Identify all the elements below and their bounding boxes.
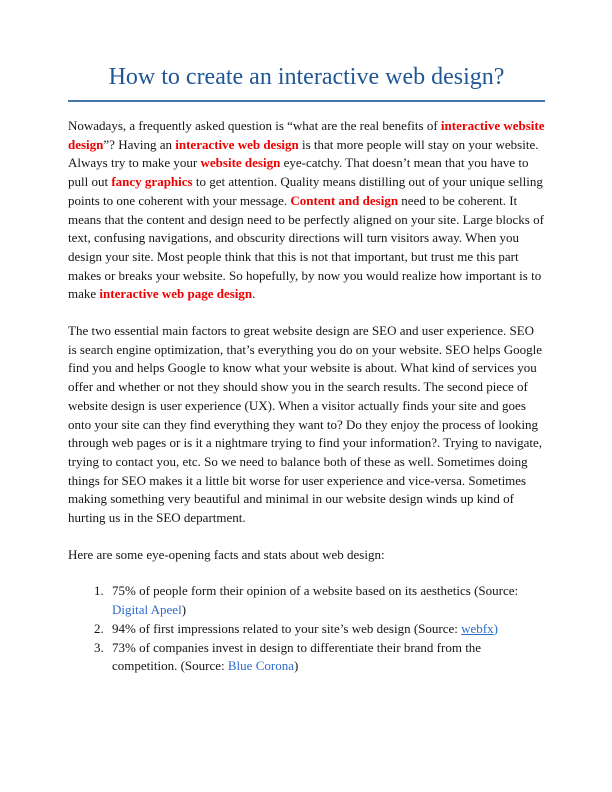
highlighted-phrase: interactive web design (175, 136, 299, 152)
text-segment: to get attention. Quality means distilling out of your unique selling points to one coherent with your message. (68, 174, 543, 208)
text-segment: . (252, 286, 256, 302)
text-segment: eye-catchy. That doesn’t mean that you have to pull out (68, 155, 529, 190)
text-segment: The two essential main factors to great website design are SEO and user experience. SEO is search engine optimization, that’s everything you do on your website. SEO helps Google find you and helps Google to know what your website is about. What kind of services you offer and whether or not they should show you in the search results. The second piece of website design is user experience (UX). When a visitor actually finds your site and goes onto your site can they find everything they want to? Do they enjoy the process of looking through web pages or is it a nightmare trying to find your information?. Trying to navigate, trying to contact you, etc. So we need to balance both of these as well. Sometimes doing things for SEO makes it a little bit worse for user experience and vice-versa. Sometimes making something very beautiful and minimal in our website design winds up kind of hurting us in the SEO department. (68, 323, 543, 526)
fact-number: 2. (94, 620, 104, 636)
digital-apeel-link[interactable]: Digital Apeel (112, 602, 182, 618)
text-segment: is that more people will stay on your website. Always try to make your (68, 136, 539, 171)
highlighted-phrase: fancy graphics (111, 174, 193, 190)
text-segment: Nowadays, a frequently asked question is “what are the real benefits of (68, 118, 441, 133)
fact-number: 3. (94, 639, 104, 655)
fact-text (112, 582, 545, 619)
highlighted-phrase: interactive website design (68, 118, 545, 152)
document-content (68, 0, 545, 676)
fact-text (112, 639, 545, 676)
fact-item-2 (94, 620, 545, 639)
text-segment: 94% of first impressions related to your site’s web design (Source: (112, 620, 462, 636)
fact-item-3 (94, 639, 545, 676)
text-segment: 73% of companies invest in design to differentiate their brand from the competition. (Source: (112, 639, 482, 674)
facts-intro: Here are some eye-opening facts and stats about web design: (68, 546, 385, 562)
highlighted-phrase: interactive web page design (99, 286, 253, 302)
text-segment: ) (293, 658, 299, 674)
page-title: How to create an interactive web design? (68, 60, 545, 102)
fact-item-1 (94, 582, 545, 619)
text-segment: need to be coherent. It means that the content and design need to be perfectly aligned on your site. Large blocks of text, confusing navigations, and obscurity directions will turn visitors away. When you design your site. Most people think that this is not that important, but trust me this part makes or breaks your website. So hopefully, by now you would realize how important is to make (68, 192, 544, 302)
fact-text (112, 620, 545, 639)
text-segment: ) (493, 620, 498, 636)
text-segment: 75% of people form their opinion of a website based on its aesthetics (Source: (112, 583, 519, 599)
blue-corona-link[interactable]: Blue Corona (227, 658, 294, 674)
paragraph-benefits (68, 117, 545, 304)
highlighted-phrase: website design (200, 155, 281, 171)
text-segment: ) (181, 602, 187, 618)
fact-number: 1. (94, 583, 104, 599)
facts-list (68, 582, 545, 676)
webfx-link[interactable]: webfx (461, 620, 494, 636)
paragraph-seo-ux (68, 322, 545, 528)
highlighted-phrase: Content and design (290, 192, 399, 208)
text-segment: ”? Having an (103, 136, 176, 152)
